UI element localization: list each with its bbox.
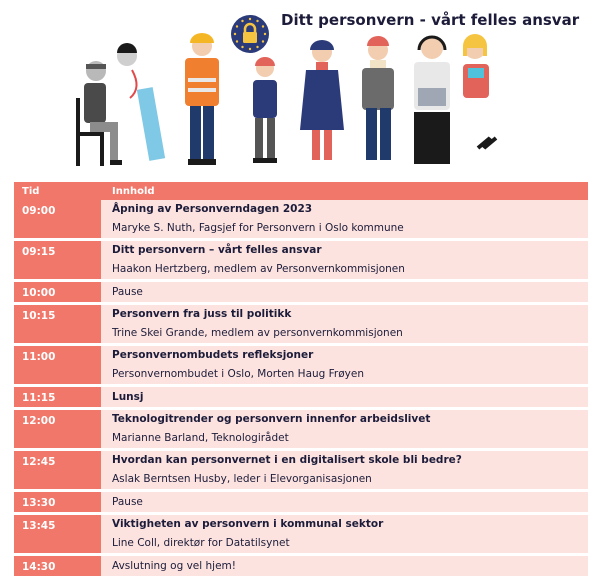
row-content [101, 387, 588, 410]
seated-person-figure [76, 61, 122, 166]
header-banner [0, 0, 600, 175]
row-content [101, 451, 588, 492]
column-header-content: Innhold [101, 182, 588, 200]
row-time: 12:45 [14, 451, 101, 492]
people-illustration [70, 28, 510, 173]
row-time: 10:15 [14, 305, 101, 346]
row-subtitle: Avslutning og vel hjem! [112, 560, 236, 572]
row-title: Hvordan kan personvernet i en digitalisert skole bli bedre? [112, 454, 462, 466]
child-figure [253, 57, 277, 163]
row-title: Åpning av Personverndagen 2023 [112, 203, 313, 215]
scarf-person-figure [362, 36, 394, 160]
row-subtitle: Line Coll, direktør for Datatilsynet [112, 537, 290, 549]
row-time: 13:30 [14, 492, 101, 515]
column-header-time: Tid [14, 182, 101, 200]
row-title: Viktigheten av personvern i kommunal sektor [112, 518, 384, 530]
table-row [14, 387, 588, 410]
blonde-person-figure [463, 34, 496, 148]
row-subtitle: Personvernombudet i Oslo, Morten Haug Frøyen [112, 368, 365, 380]
row-title: Lunsj [112, 391, 144, 403]
row-title: Teknologitrender og personvern innenfor arbeidslivet [112, 413, 431, 425]
row-subtitle: Pause [112, 496, 143, 508]
woman-coat-figure [300, 40, 344, 160]
row-time: 14:30 [14, 556, 101, 579]
row-time: 11:00 [14, 346, 101, 387]
row-content [101, 346, 588, 387]
headphones-person-figure [414, 37, 450, 164]
row-subtitle: Haakon Hertzberg, medlem av Personvernkommisjonen [112, 263, 405, 275]
row-subtitle: Trine Skei Grande, medlem av personvernkommisjonen [112, 327, 403, 339]
table-row [14, 346, 588, 387]
row-content [101, 410, 588, 451]
row-time: 09:15 [14, 241, 101, 282]
table-row [14, 410, 588, 451]
row-content [101, 556, 588, 579]
row-content [101, 492, 588, 515]
row-content [101, 515, 588, 556]
row-content [101, 282, 588, 305]
row-subtitle: Marianne Barland, Teknologirådet [112, 432, 289, 444]
row-subtitle: Maryke S. Nuth, Fagsjef for Personvern i Oslo kommune [112, 222, 404, 234]
row-time: 09:00 [14, 200, 101, 241]
table-row [14, 556, 588, 579]
agenda-table [14, 182, 588, 579]
table-row [14, 515, 588, 556]
table-row [14, 451, 588, 492]
row-content [101, 305, 588, 346]
row-time: 10:00 [14, 282, 101, 305]
table-row [14, 305, 588, 346]
table-row [14, 492, 588, 515]
row-subtitle: Pause [112, 286, 143, 298]
row-content [101, 241, 588, 282]
agenda-header-row [14, 182, 588, 200]
row-title: Personvernombudets refleksjoner [112, 349, 314, 361]
row-title: Personvern fra juss til politikk [112, 308, 292, 320]
table-row [14, 200, 588, 241]
row-time: 11:15 [14, 387, 101, 410]
page-title: Ditt personvern - vårt felles ansvar [281, 11, 580, 29]
row-subtitle: Aslak Berntsen Husby, leder i Elevorganisasjonen [112, 473, 372, 485]
row-title: Ditt personvern – vårt felles ansvar [112, 244, 322, 256]
table-row [14, 282, 588, 305]
row-content [101, 200, 588, 241]
row-time: 12:00 [14, 410, 101, 451]
construction-worker-figure [185, 33, 219, 165]
doctor-figure [117, 43, 165, 161]
row-time: 13:45 [14, 515, 101, 556]
table-row [14, 241, 588, 282]
